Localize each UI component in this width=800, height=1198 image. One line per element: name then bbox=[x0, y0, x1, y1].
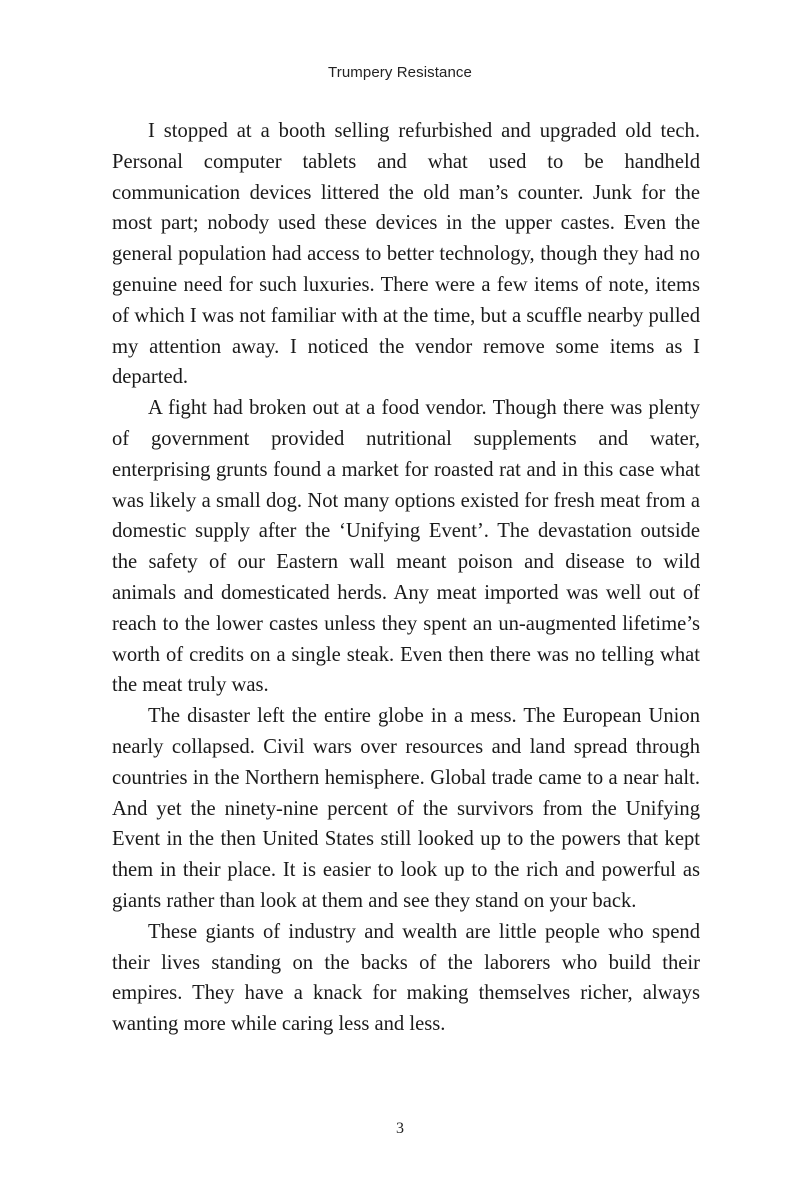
running-header: Trumpery Resistance bbox=[328, 64, 472, 81]
paragraph-2: A fight had broken out at a food vendor. Though there was plenty of government provided nutritional supplements and water, enterprising grunts found a market for roasted rat and in this case what was likely a small dog. Not many options existed for fresh meat from a domestic supply after the ‘Unifying Event’. The devastation outside the safety of our Eastern wall meant poison and disease to wild animals and domesticated herds. Any meat imported was well out of reach to the lower castes unless they spent an un-augmented lifetime’s worth of credits on a single steak. Even then there was no telling what the meat truly was. bbox=[112, 397, 700, 697]
paragraph-3: The disaster left the entire globe in a mess. The European Union nearly collapsed. Civil wars over resources and land spread through countries in the Northern hemisphere. Global trade came to a near halt. And yet the ninety-nine percent of the survivors from the Unifying Event in the then United States still looked up to the powers that kept them in their place. It is easier to look up to the rich and powerful as giants rather than look at them and see they stand on your back. bbox=[112, 705, 700, 912]
paragraph-4: These giants of industry and wealth are little people who spend their lives standing on the backs of the laborers who build their empires. They have a knack for making themselves richer, always wanting more while caring less and less. bbox=[112, 920, 700, 1036]
body-text bbox=[112, 116, 700, 1040]
paragraph-1: I stopped at a booth selling refurbished and upgraded old tech. Personal computer tablets and what used to be handheld communication devices littered the old man’s counter. Junk for the most part; nobody used these devices in the upper castes. Even the general population had access to better technology, though they had no genuine need for such luxuries. There were a few items of note, items of which I was not familiar with at the time, but a scuffle nearby pulled my attention away. I noticed the vendor remove some items as I departed. bbox=[112, 120, 700, 389]
page-number: 3 bbox=[396, 1120, 404, 1137]
